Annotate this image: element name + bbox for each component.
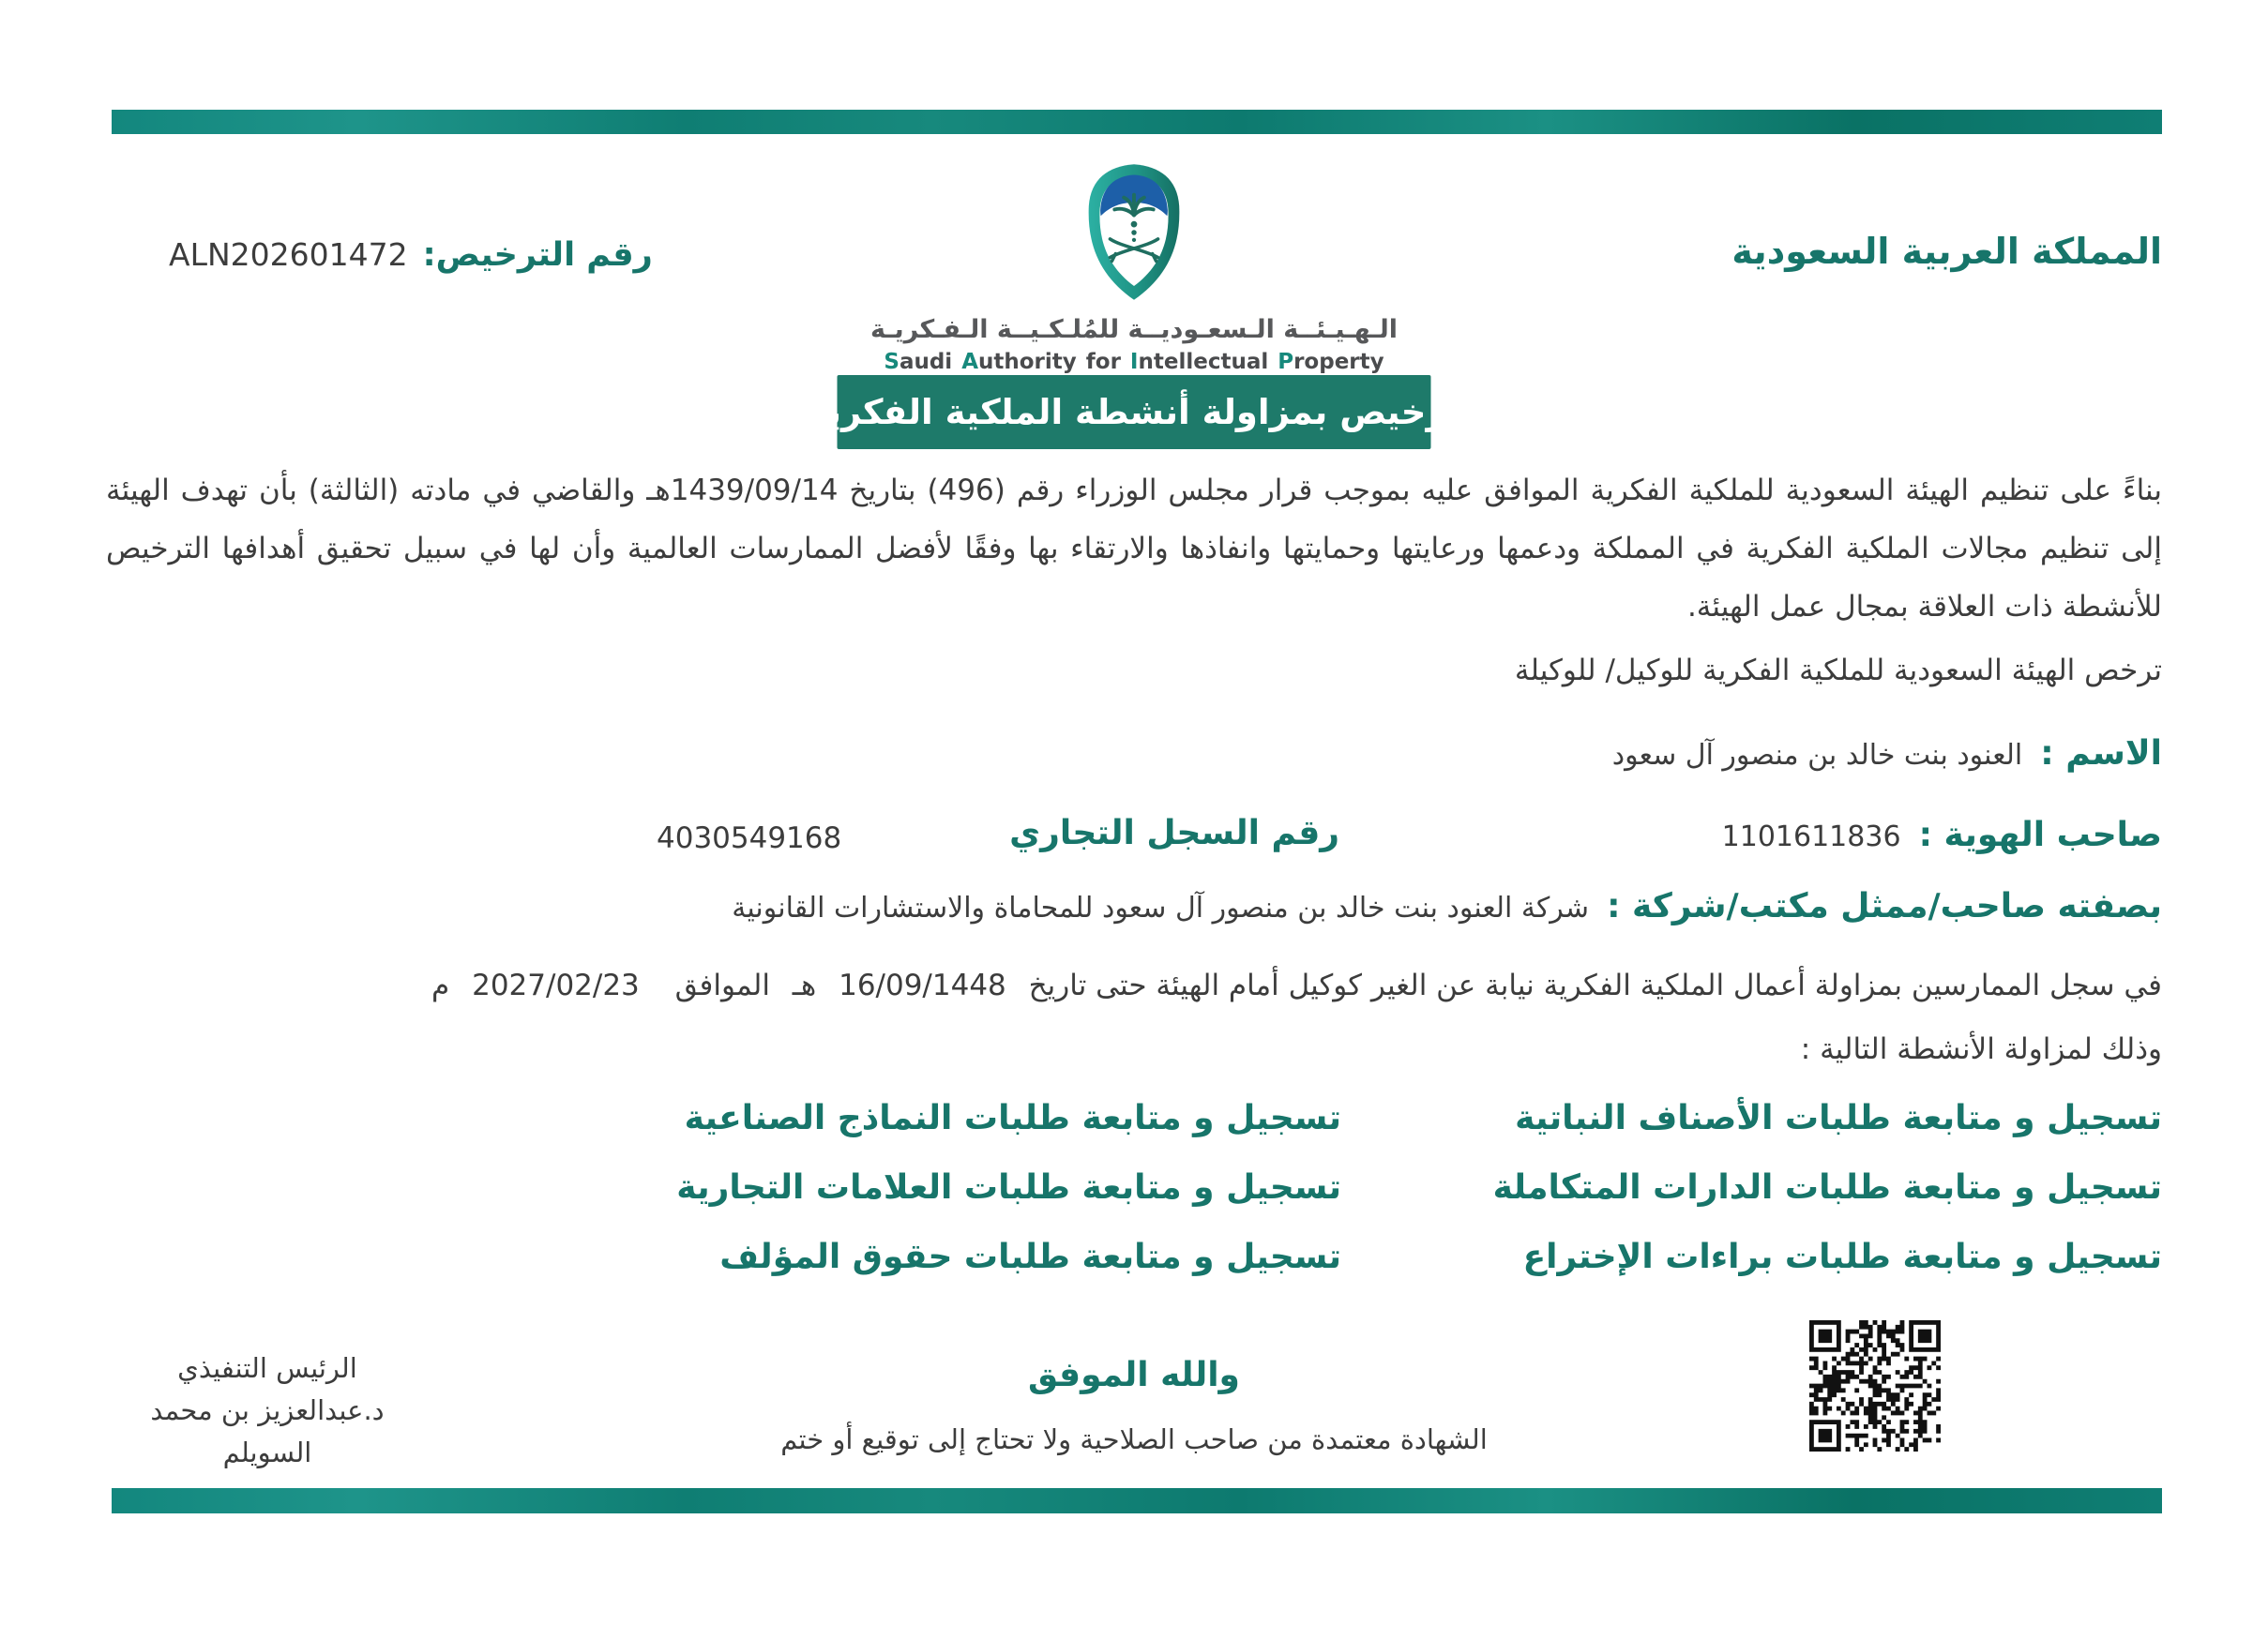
- capacity-label: بصفته صاحب/ممثل مكتب/شركة :: [1607, 887, 2162, 925]
- activity-trademarks: تسجيل و متابعة طلبات العلامات التجارية: [676, 1168, 1341, 1207]
- logo-english-name: [778, 350, 1490, 374]
- top-gradient-bar: [112, 110, 2162, 134]
- intro-paragraph: بناءً على تنظيم الهيئة السعودية للملكية الفكرية الموافق عليه بموجب قرار مجلس الوزراء رقم (496) بتاريخ 1439/09/14هـ والقاضي في مادته (الثالثة) بأن تهدف الهيئة إلى تنظيم مجالات الملكية الفكرية في المملكة ودعمها ورعايتها وحمايتها وانفاذها والارتقاء بها وفقًا لأفضل الممارسات العالمية وأن لها في سبيل تحقيق أهدافها الترخيص للأنشطة ذات العلاقة بمجال عمل الهيئة.: [106, 474, 2163, 624]
- logo-english-word: Property: [1278, 350, 1384, 374]
- logo-arabic-name: الـهـيـئــة الـسعـوديــة للمُلـكـيــة الـفـكريـة: [869, 315, 1399, 344]
- activity-patents: تسجيل و متابعة طلبات براءات الإختراع: [1522, 1238, 2162, 1276]
- logo-english-word: Intellectual: [1129, 350, 1269, 374]
- license-number-label: رقم الترخيص:: [422, 236, 653, 274]
- commercial-register-label: رقم السجل التجاري: [1009, 814, 1339, 852]
- license-number-block: [169, 236, 653, 274]
- capacity-value: شركة العنود بنت خالد بن منصور آل سعود للمحاماة والاستشارات القانونية: [732, 892, 1589, 925]
- name-label: الاسم :: [2040, 734, 2162, 773]
- signature-title: الرئيس التنفيذي: [177, 1352, 357, 1384]
- license-title-text: ترخيص بمزاولة أنشطة الملكية الفكرية: [807, 392, 1461, 432]
- gregorian-expiry-date: 2027/02/23: [472, 969, 640, 1002]
- registry-connector: الموافق: [674, 969, 770, 1002]
- registry-line: [418, 969, 2162, 1002]
- activity-copyright: تسجيل و متابعة طلبات حقوق المؤلف: [719, 1238, 1341, 1276]
- signature-name: د.عبدالعزيز بن محمد السويلم: [150, 1394, 385, 1468]
- activity-plant-varieties: تسجيل و متابعة طلبات الأصناف النباتية: [1515, 1099, 2162, 1137]
- saip-logo: [778, 158, 1490, 374]
- kingdom-title: المملكة العربية السعودية: [1731, 231, 2162, 272]
- id-label: صاحب الهوية :: [1918, 816, 2162, 854]
- saip-logo-icon: [1079, 158, 1189, 308]
- grant-line: ترخص الهيئة السعودية للملكية الفكرية للوكيل/ للوكيلة: [1514, 654, 2162, 687]
- capacity-row: [732, 887, 2162, 925]
- activities-intro: وذلك لمزاولة الأنشطة التالية :: [1800, 1032, 2162, 1066]
- logo-english-word: Authority: [961, 350, 1077, 374]
- signature-block: [113, 1347, 422, 1474]
- id-value: 1101611836: [1721, 820, 1901, 853]
- bottom-gradient-bar: [112, 1488, 2162, 1513]
- closing-phrase: والله الموفق: [1028, 1356, 1240, 1394]
- certificate-note: الشهادة معتمدة من صاحب الصلاحية ولا تحتاج إلى توقيع أو ختم: [780, 1423, 1488, 1455]
- logo-english-word: for: [1085, 350, 1121, 374]
- license-number-value: ALN202601472: [169, 236, 408, 273]
- name-value: العنود بنت خالد بن منصور آل سعود: [1611, 739, 2023, 772]
- hijri-expiry-date: 16/09/1448: [839, 969, 1006, 1002]
- hijri-era: هـ: [792, 969, 817, 1002]
- license-title-banner: [807, 375, 1461, 449]
- gregorian-era: م: [431, 969, 450, 1002]
- id-row: [1722, 816, 2162, 854]
- name-row: [1612, 734, 2162, 773]
- activity-integrated-circuits: تسجيل و متابعة طلبات الدارات المتكاملة: [1492, 1168, 2162, 1207]
- qr-code: [1809, 1320, 1941, 1452]
- commercial-register-value: 4030549168: [657, 821, 842, 855]
- registry-prefix: في سجل الممارسين بمزاولة أعمال الملكية الفكرية نيابة عن الغير كوكيل أمام الهيئة حتى تاريخ: [1028, 969, 2162, 1002]
- logo-english-word: Saudi: [884, 350, 953, 374]
- activity-industrial-designs: تسجيل و متابعة طلبات النماذج الصناعية: [684, 1099, 1341, 1137]
